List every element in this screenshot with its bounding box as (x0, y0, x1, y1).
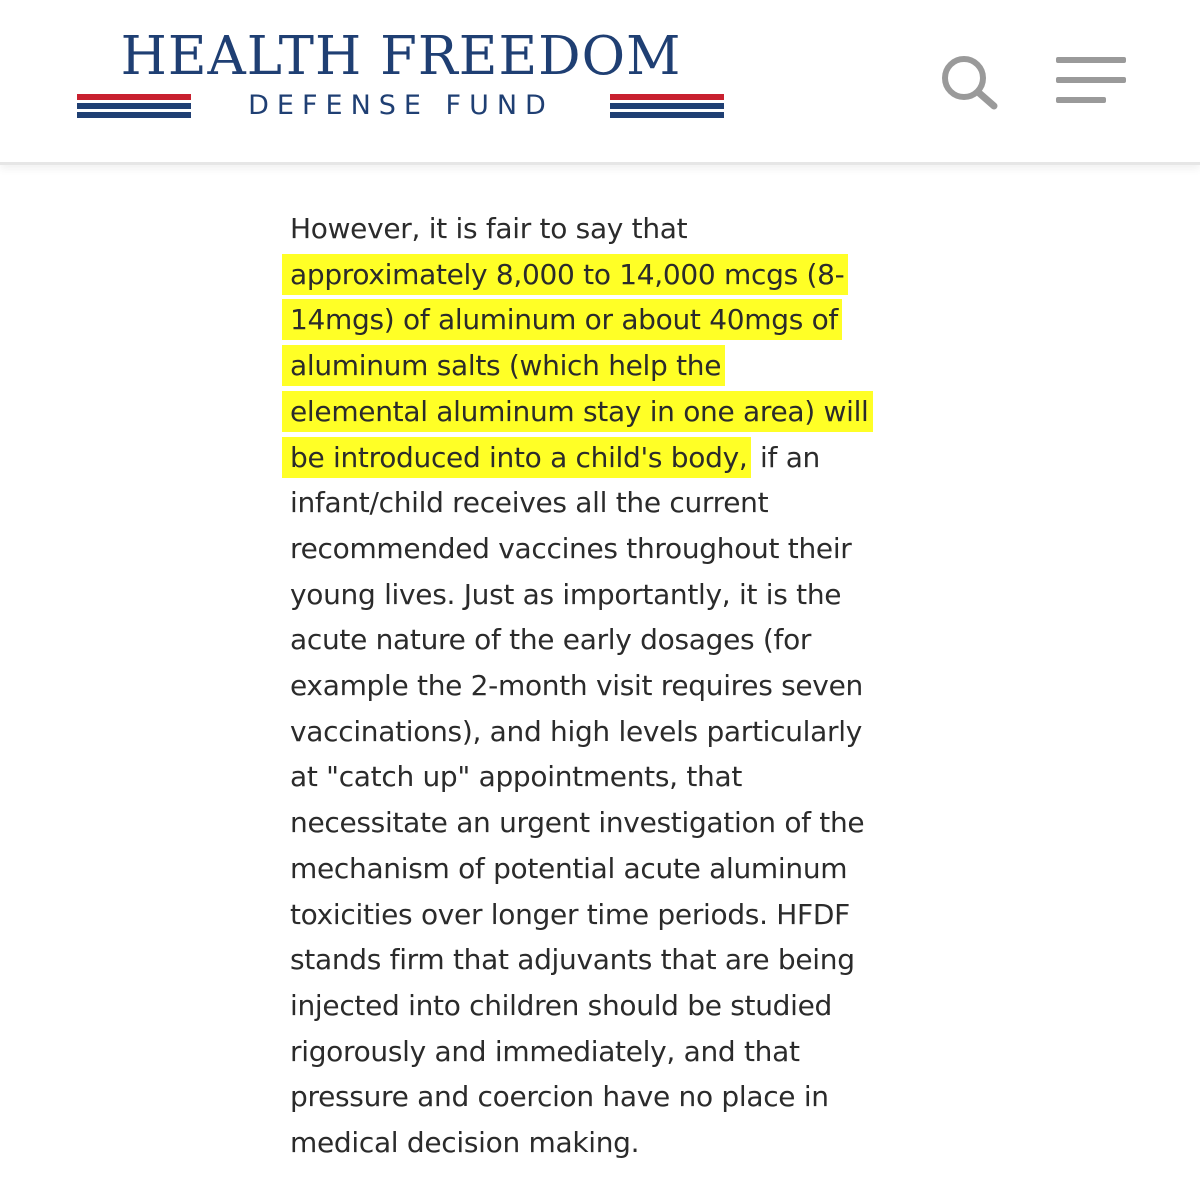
highlighted-text: aluminum salts (which help the (282, 345, 725, 386)
article-line (290, 663, 930, 709)
article-text: recommended vaccines throughout their (290, 531, 852, 565)
logo-title: HEALTH FREEDOM (120, 26, 682, 87)
article-line (290, 297, 930, 343)
logo-subtitle: DEFENSE FUND (248, 90, 554, 121)
article-text: if an (751, 440, 820, 474)
highlighted-text: elemental aluminum stay in one area) will (282, 391, 873, 432)
article-line (290, 1074, 930, 1120)
article-line (290, 709, 930, 755)
article-text: vaccinations), and high levels particularly (290, 714, 862, 748)
article-line (290, 617, 930, 663)
article-line (290, 572, 930, 618)
article-text: acute nature of the early dosages (for (290, 623, 812, 657)
article-line (290, 526, 930, 572)
article-line (290, 1120, 930, 1166)
search-button[interactable] (936, 52, 1004, 112)
article-text: rigorously and immediately, and that (290, 1034, 800, 1068)
site-header (0, 0, 1200, 165)
article-text: at "catch up" appointments, that (290, 760, 743, 794)
article-line (290, 983, 930, 1029)
highlighted-text: be introduced into a child's body, (282, 437, 751, 478)
article-line (290, 389, 930, 435)
site-logo[interactable] (75, 28, 727, 124)
logo-flag-stripes-left (77, 94, 191, 118)
article-line (290, 435, 930, 481)
logo-flag-stripes-right (610, 94, 724, 118)
article-text: pressure and coercion have no place in (290, 1080, 829, 1114)
menu-button[interactable] (1054, 55, 1128, 107)
article-line (290, 252, 930, 298)
article-body (290, 206, 930, 1166)
article-text: necessitate an urgent investigation of the (290, 806, 865, 840)
article-text: mechanism of potential acute aluminum (290, 851, 848, 885)
article-text: example the 2-month visit requires seven (290, 669, 863, 703)
article-text: injected into children should be studied (290, 988, 833, 1022)
article-line (290, 480, 930, 526)
article-line (290, 754, 930, 800)
article-text: young lives. Just as importantly, it is the (290, 577, 842, 611)
article-text: However, it is fair to say that (290, 212, 688, 245)
article-text: infant/child receives all the current (290, 486, 769, 520)
article-text: stands firm that adjuvants that are being (290, 943, 855, 977)
article-line (290, 892, 930, 938)
article-line (290, 206, 930, 252)
highlighted-text: 14mgs) of aluminum or about 40mgs of (282, 299, 842, 340)
article-line (290, 846, 930, 892)
article-text: toxicities over longer time periods. HFDF (290, 897, 850, 931)
article-line (290, 937, 930, 983)
hamburger-menu-icon (1056, 57, 1126, 63)
article-line (290, 1029, 930, 1075)
search-icon (936, 52, 1004, 112)
article-line (290, 343, 930, 389)
article-text: medical decision making. (290, 1126, 640, 1160)
article-line (290, 800, 930, 846)
highlighted-text: approximately 8,000 to 14,000 mcgs (8- (282, 254, 848, 295)
